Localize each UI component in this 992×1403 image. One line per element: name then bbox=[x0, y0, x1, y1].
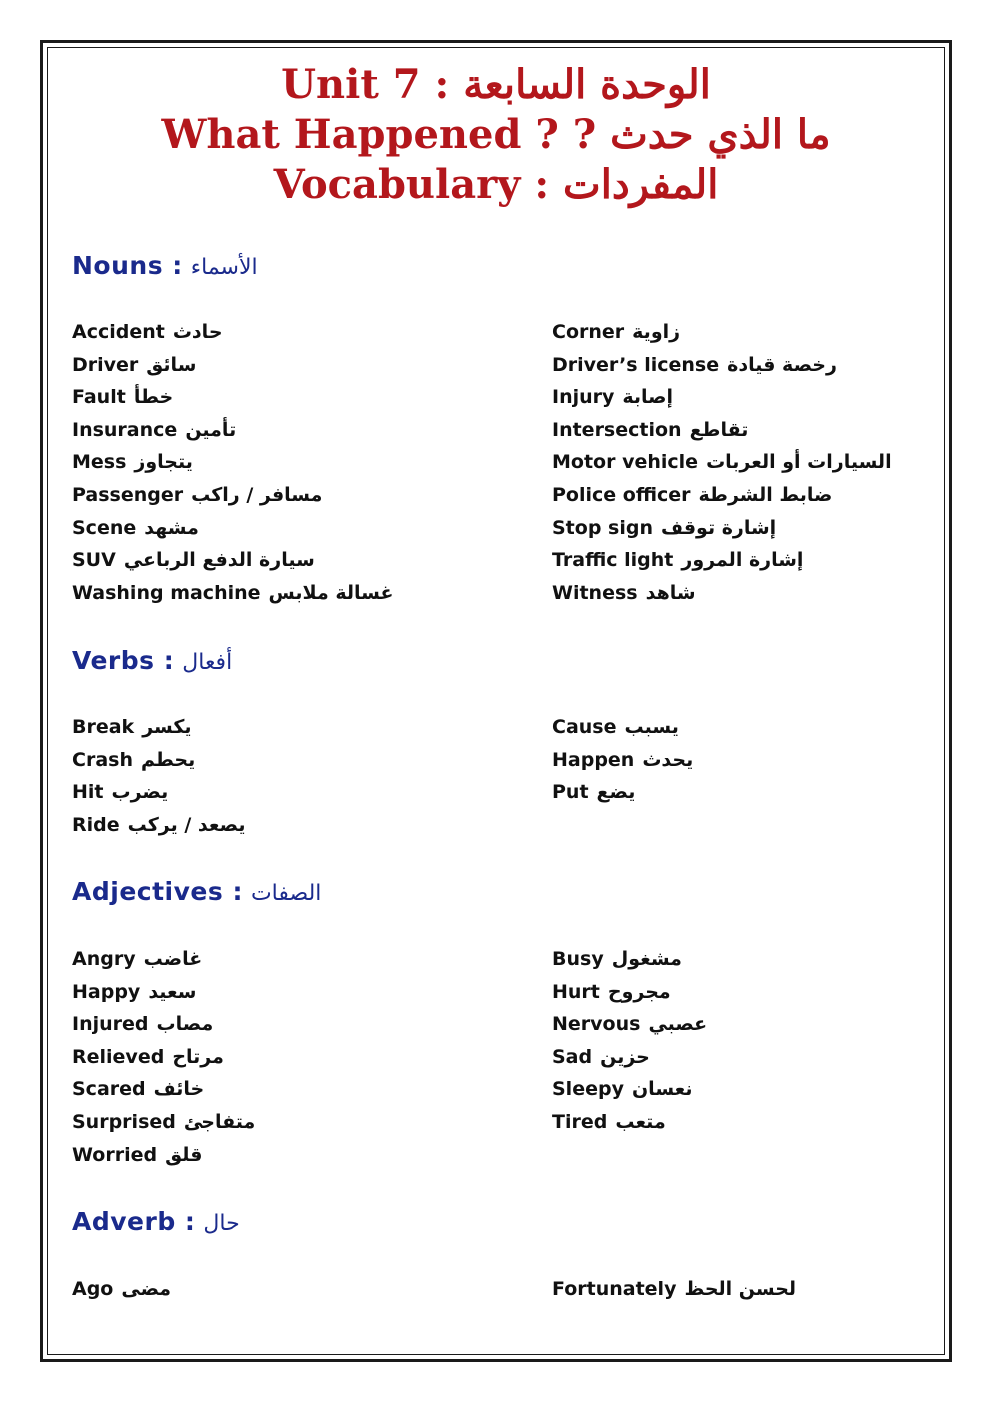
vocab-word-ar: سيارة الدفع الرباعي bbox=[123, 549, 315, 572]
vocab-word-en: Hit bbox=[72, 781, 104, 804]
title-unit: Unit 7 : الوحدة السابعة bbox=[281, 61, 711, 108]
adjectives-heading-en: Adjectives : bbox=[72, 877, 243, 906]
adverb-heading-en: Adverb : bbox=[72, 1207, 196, 1236]
vocab-word-en: Driver bbox=[72, 353, 139, 376]
verbs-left-list bbox=[72, 711, 492, 841]
vocab-word-en: Happy bbox=[72, 980, 141, 1003]
vocab-word-ar: مضى bbox=[121, 1278, 172, 1300]
vocab-item bbox=[552, 414, 972, 447]
vocab-word-ar: لحسن الحظ bbox=[684, 1278, 797, 1300]
vocab-word-ar: ضابط الشرطة bbox=[698, 483, 833, 506]
nouns-heading-ar: الأسماء bbox=[190, 255, 258, 280]
vocab-word-en: Corner bbox=[552, 321, 625, 343]
vocab-word-en: Fortunately bbox=[552, 1278, 677, 1300]
vocab-word-ar: متعب bbox=[615, 1110, 666, 1133]
vocab-word-en: Ride bbox=[72, 813, 120, 836]
vocab-item bbox=[72, 1041, 492, 1074]
vocab-word-en: Cause bbox=[552, 716, 617, 738]
vocab-item bbox=[552, 1008, 972, 1041]
vocab-word-ar: عصبي bbox=[648, 1013, 708, 1036]
vocab-word-en: Scene bbox=[72, 516, 137, 539]
vocab-item bbox=[552, 976, 972, 1009]
vocab-item bbox=[72, 479, 492, 512]
vocab-item bbox=[552, 776, 972, 809]
adjectives-heading bbox=[72, 874, 321, 910]
vocab-word-ar: شاهد bbox=[645, 581, 696, 604]
vocab-item bbox=[72, 1073, 492, 1106]
vocab-item bbox=[552, 381, 972, 414]
vocab-item bbox=[552, 1106, 972, 1139]
vocab-word-en: Sleepy bbox=[552, 1078, 624, 1101]
vocab-word-ar: إشارة توقف bbox=[660, 516, 777, 539]
vocab-item bbox=[552, 943, 972, 976]
vocab-item bbox=[72, 943, 492, 976]
vocab-item bbox=[72, 381, 492, 414]
vocab-word-ar: مشهد bbox=[144, 516, 199, 539]
adjectives-right-list bbox=[552, 943, 972, 1139]
vocab-word-en: Busy bbox=[552, 948, 604, 970]
vocab-word-ar: غسالة ملابس bbox=[268, 581, 394, 604]
vocab-item bbox=[72, 577, 492, 610]
vocab-word-ar: يكسر bbox=[142, 716, 192, 738]
vocab-word-en: Happen bbox=[552, 748, 635, 771]
vocab-item bbox=[552, 544, 972, 577]
vocab-item bbox=[552, 577, 972, 610]
vocab-word-ar: زاوية bbox=[632, 321, 681, 343]
vocab-word-en: Stop sign bbox=[552, 516, 653, 539]
nouns-heading bbox=[72, 248, 258, 284]
adverb-left-list bbox=[72, 1273, 492, 1306]
vocab-word-en: Put bbox=[552, 781, 589, 804]
nouns-left-list bbox=[72, 316, 492, 609]
vocab-word-ar: غاضب bbox=[143, 948, 203, 970]
vocab-word-ar: مجروح bbox=[607, 980, 671, 1003]
vocab-item bbox=[552, 316, 972, 349]
vocab-word-en: Injured bbox=[72, 1013, 149, 1036]
vocab-item bbox=[72, 316, 492, 349]
vocab-item bbox=[552, 512, 972, 545]
vocab-word-ar: متفاجئ bbox=[183, 1110, 256, 1133]
vocab-word-en: Ago bbox=[72, 1278, 114, 1300]
vocab-word-ar: رخصة قيادة bbox=[727, 353, 837, 376]
vocab-word-en: Surprised bbox=[72, 1110, 176, 1133]
title-block bbox=[47, 60, 945, 210]
vocab-word-ar: حزين bbox=[600, 1045, 650, 1068]
vocab-word-ar: يسبب bbox=[624, 716, 679, 738]
vocab-word-ar: يتجاوز bbox=[134, 451, 193, 474]
vocab-item bbox=[72, 1273, 492, 1306]
title-vocabulary: Vocabulary : المفردات bbox=[273, 161, 719, 208]
vocab-item bbox=[72, 544, 492, 577]
vocab-word-en: Worried bbox=[72, 1143, 158, 1166]
vocab-word-ar: مشغول bbox=[611, 948, 682, 970]
vocab-item bbox=[552, 349, 972, 382]
vocab-item bbox=[72, 1139, 492, 1172]
vocab-word-en: Break bbox=[72, 716, 135, 738]
vocab-word-ar: تأمين bbox=[185, 418, 237, 441]
title-lesson: What Happened ? ? ما الذي حدث bbox=[161, 111, 831, 158]
adverb-right-list bbox=[552, 1273, 972, 1306]
vocab-word-ar: خطأ bbox=[133, 386, 174, 409]
vocab-word-ar: حادث bbox=[172, 321, 223, 343]
vocab-item bbox=[72, 512, 492, 545]
adjectives-heading-ar: الصفات bbox=[250, 881, 322, 906]
vocab-word-en: Hurt bbox=[552, 980, 600, 1003]
vocab-word-en: Accident bbox=[72, 321, 165, 343]
vocab-word-en: Washing machine bbox=[72, 581, 261, 604]
vocab-item bbox=[552, 479, 972, 512]
vocab-word-ar: مرتاح bbox=[172, 1045, 224, 1068]
verbs-heading bbox=[72, 643, 232, 679]
vocab-word-ar: خائف bbox=[153, 1078, 205, 1101]
vocab-word-en: Police officer bbox=[552, 483, 691, 506]
vocab-word-en: Crash bbox=[72, 748, 133, 771]
adjectives-left-list bbox=[72, 943, 492, 1171]
vocab-item bbox=[552, 1041, 972, 1074]
vocab-word-ar: سعيد bbox=[148, 980, 197, 1003]
vocab-item bbox=[72, 776, 492, 809]
vocab-item bbox=[72, 976, 492, 1009]
vocab-word-en: Mess bbox=[72, 451, 127, 474]
vocab-item bbox=[72, 809, 492, 842]
vocab-word-en: Relieved bbox=[72, 1045, 165, 1068]
verbs-heading-ar: أفعال bbox=[182, 650, 233, 675]
vocab-word-en: Motor vehicle bbox=[552, 451, 699, 474]
verbs-right-list bbox=[552, 711, 972, 809]
vocab-word-ar: إشارة المرور bbox=[681, 549, 804, 572]
vocab-word-en: Traffic light bbox=[552, 549, 674, 572]
vocab-item bbox=[72, 1106, 492, 1139]
vocab-word-en: Fault bbox=[72, 386, 126, 409]
vocab-word-en: Nervous bbox=[552, 1013, 641, 1036]
vocab-item bbox=[72, 446, 492, 479]
vocab-word-en: Driver’s license bbox=[552, 353, 720, 376]
vocab-word-en: Scared bbox=[72, 1078, 146, 1101]
vocab-word-ar: مسافر / راكب bbox=[191, 483, 323, 506]
vocab-word-ar: يضع bbox=[596, 781, 636, 804]
vocab-word-en: Angry bbox=[72, 948, 136, 970]
vocab-word-en: Witness bbox=[552, 581, 638, 604]
vocab-word-en: Tired bbox=[552, 1110, 608, 1133]
vocab-word-en: Insurance bbox=[72, 418, 178, 441]
vocab-word-ar: يحطم bbox=[140, 748, 196, 771]
vocab-item bbox=[72, 744, 492, 777]
vocab-word-ar: يحدث bbox=[642, 748, 694, 771]
vocab-word-ar: مصاب bbox=[156, 1013, 214, 1036]
vocab-item bbox=[72, 711, 492, 744]
vocab-word-ar: إصابة bbox=[622, 386, 674, 409]
vocab-item bbox=[552, 446, 972, 479]
vocab-item bbox=[552, 1273, 972, 1306]
vocab-item bbox=[552, 744, 972, 777]
vocab-word-en: Passenger bbox=[72, 483, 184, 506]
vocab-item bbox=[72, 349, 492, 382]
vocab-item bbox=[72, 1008, 492, 1041]
vocab-word-en: Injury bbox=[552, 386, 615, 409]
vocab-word-ar: قلق bbox=[165, 1143, 203, 1166]
vocab-word-ar: نعسان bbox=[631, 1078, 693, 1101]
vocab-word-ar: يضرب bbox=[111, 781, 169, 804]
vocab-word-ar: سائق bbox=[146, 353, 197, 376]
vocab-word-en: Sad bbox=[552, 1045, 593, 1068]
nouns-right-list bbox=[552, 316, 972, 609]
vocab-word-ar: يصعد / يركب bbox=[127, 813, 246, 836]
vocab-item bbox=[72, 414, 492, 447]
vocab-item bbox=[552, 1073, 972, 1106]
vocab-item bbox=[552, 711, 972, 744]
verbs-heading-en: Verbs : bbox=[72, 646, 175, 675]
adverb-heading-ar: حال bbox=[203, 1211, 240, 1236]
vocab-word-en: Intersection bbox=[552, 418, 682, 441]
vocab-word-ar: السيارات أو العربات bbox=[706, 451, 892, 474]
adverb-heading bbox=[72, 1204, 240, 1240]
vocab-word-ar: تقاطع bbox=[689, 418, 749, 441]
vocab-word-en: SUV bbox=[72, 549, 116, 572]
nouns-heading-en: Nouns : bbox=[72, 251, 183, 280]
